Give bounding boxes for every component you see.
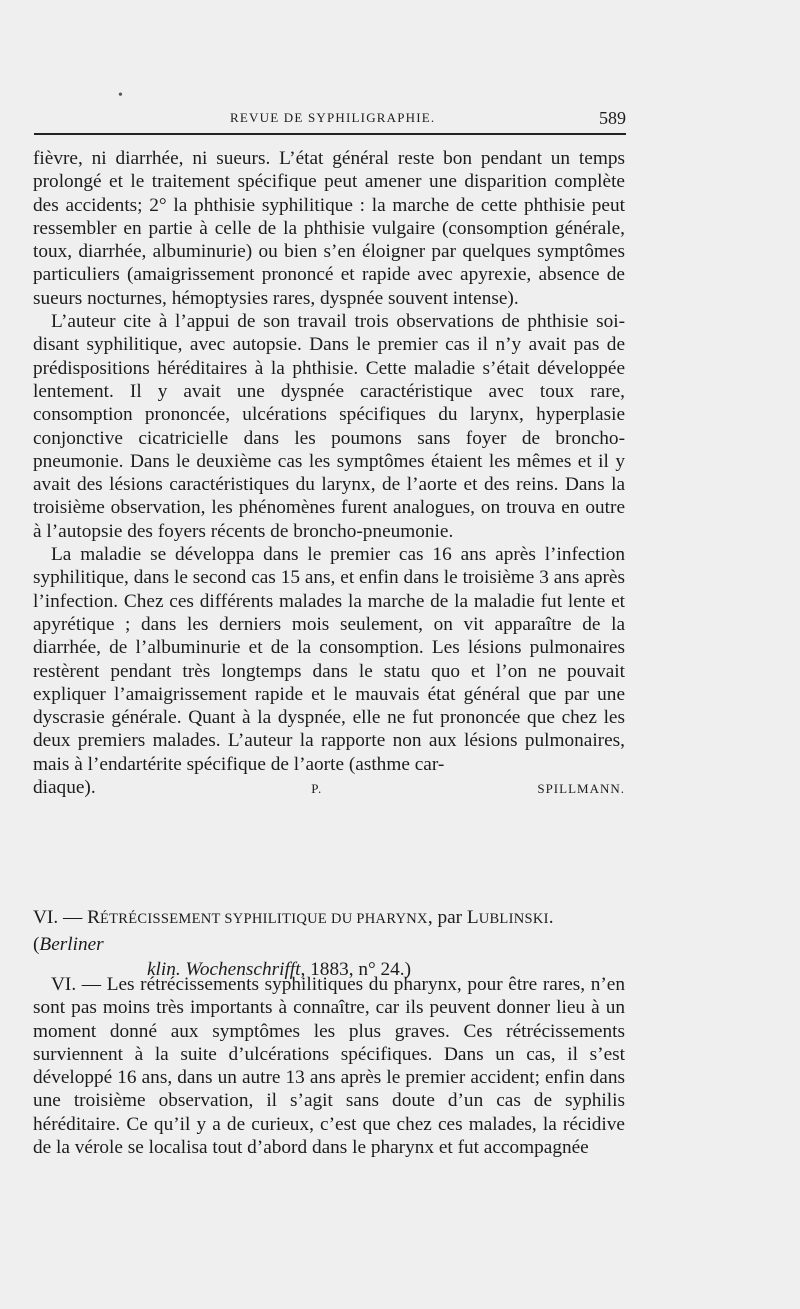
- article-title: ÉTRÉCISSEMENT SYPHILITIQUE DU PHARYNX: [99, 911, 428, 927]
- journal-name-part1: Berliner: [39, 934, 104, 955]
- header-rule: [34, 133, 626, 135]
- signature-line: [33, 776, 625, 800]
- reviewer-signature: P. SPILLMANN.: [311, 781, 625, 797]
- section-vi-paragraph: VI. — Les rétrécissements syphilitiques du pharynx, pour être rares, n’en sont pas moins très importants à connaître, car ils peuvent donner lieu à un moment donné aux symptômes les plus graves. Ces rétrécissements surviennent à la suite d’ulcérations spécifiques. Dans un cas, il s’est développé 16 ans, dans un autre 13 ans après le premier accident; enfin dans une troisième observation, il s’agit sans doute d’un cas de syphilis héréditaire. Ce qu’il y a de curieux, c’est que chez ces malades, la récidive de la vérole se localisa tout d’abord dans le pharynx et fut accompagnée: [33, 974, 625, 1159]
- title-par: , par: [427, 907, 463, 928]
- section-number: VI. —: [33, 907, 83, 928]
- author-name: UBLINSKI: [478, 911, 549, 927]
- running-title: REVUE DE SYPHILIGRAPHIE.: [230, 110, 436, 125]
- citation-open: . (: [33, 907, 554, 955]
- paragraph-1: fièvre, ni diarrhée, ni sueurs. L’état général reste bon pendant un temps prolongé et le traitement spécifique peut amener une disparition complète des accidents; 2° la phthisie syphilitique : la marche de cette phthisie peut ressembler en partie à celle de la phthisie vulgaire (consomption générale, toux, diarrhée, albuminurie) ou bien s’en éloigner par quelques symptômes particuliers (amaigrissement prononcé et rapide avec apyrexie, absence de sueurs nocturnes, hémoptysies rares, dyspnée souvent intense).: [33, 148, 625, 309]
- review-spillmann: [33, 147, 625, 800]
- page-header: [34, 108, 626, 132]
- ink-speck: •: [118, 88, 123, 103]
- paragraph-2: L’auteur cite à l’appui de son travail trois observations de phthisie soi-disant syphilitique, avec autopsie. Dans le premier cas il n’y avait pas de prédispositions héréditaires à la phthisie. Cette maladie s’était développée lentement. Il y avait une dyspnée caractéristique avec toux rare, consomption prononcée, ulcérations spécifiques du larynx, hyperplasie conjonctive cicatricielle dans les poumons sans foyer de broncho-pneumonie. Dans le deuxième cas les symptômes étaient les mêmes et il y avait des lésions caractéristiques du larynx, de l’aorte et des reins. Dans la troisième observation, les phénomènes furent analogues, on trouva en outre à l’autopsie des foyers récents de broncho-pneumonie.: [33, 311, 625, 542]
- section-heading: [33, 905, 625, 982]
- author-initial: L: [466, 907, 479, 928]
- section-vi-body: [33, 973, 625, 1159]
- citation-details: , 1883, n° 24.): [300, 959, 412, 980]
- paragraph-3-end: diaque).: [33, 777, 96, 799]
- paragraph-3: La maladie se développa dans le premier cas 16 ans après l’infection syphilitique, dans le second cas 15 ans, et enfin dans le troisième 3 ans après l’infection. Chez ces différents malades la marche de la maladie fut lente et apyrétique ; dans les derniers mois seulement, on vit apparaître de la diarrhée, de l’albuminurie et de la consomption. Les lésions pulmonaires restèrent pendant très longtemps dans le statu quo et l’on ne pouvait expliquer l’amaigrissement rapide et le mauvais état général que par une dyscrasie générale. Quant à la dyspnée, elle ne fut prononcée que chez les deux premiers malades. L’auteur la rapporte non aux lésions pulmonaires, mais à l’endartérite spécifique de l’aorte (asthme car-: [33, 544, 625, 775]
- journal-name-part2: klin. Wochenschrifft: [147, 959, 301, 980]
- title-initial: R: [87, 907, 100, 928]
- page-number: 589: [599, 108, 626, 128]
